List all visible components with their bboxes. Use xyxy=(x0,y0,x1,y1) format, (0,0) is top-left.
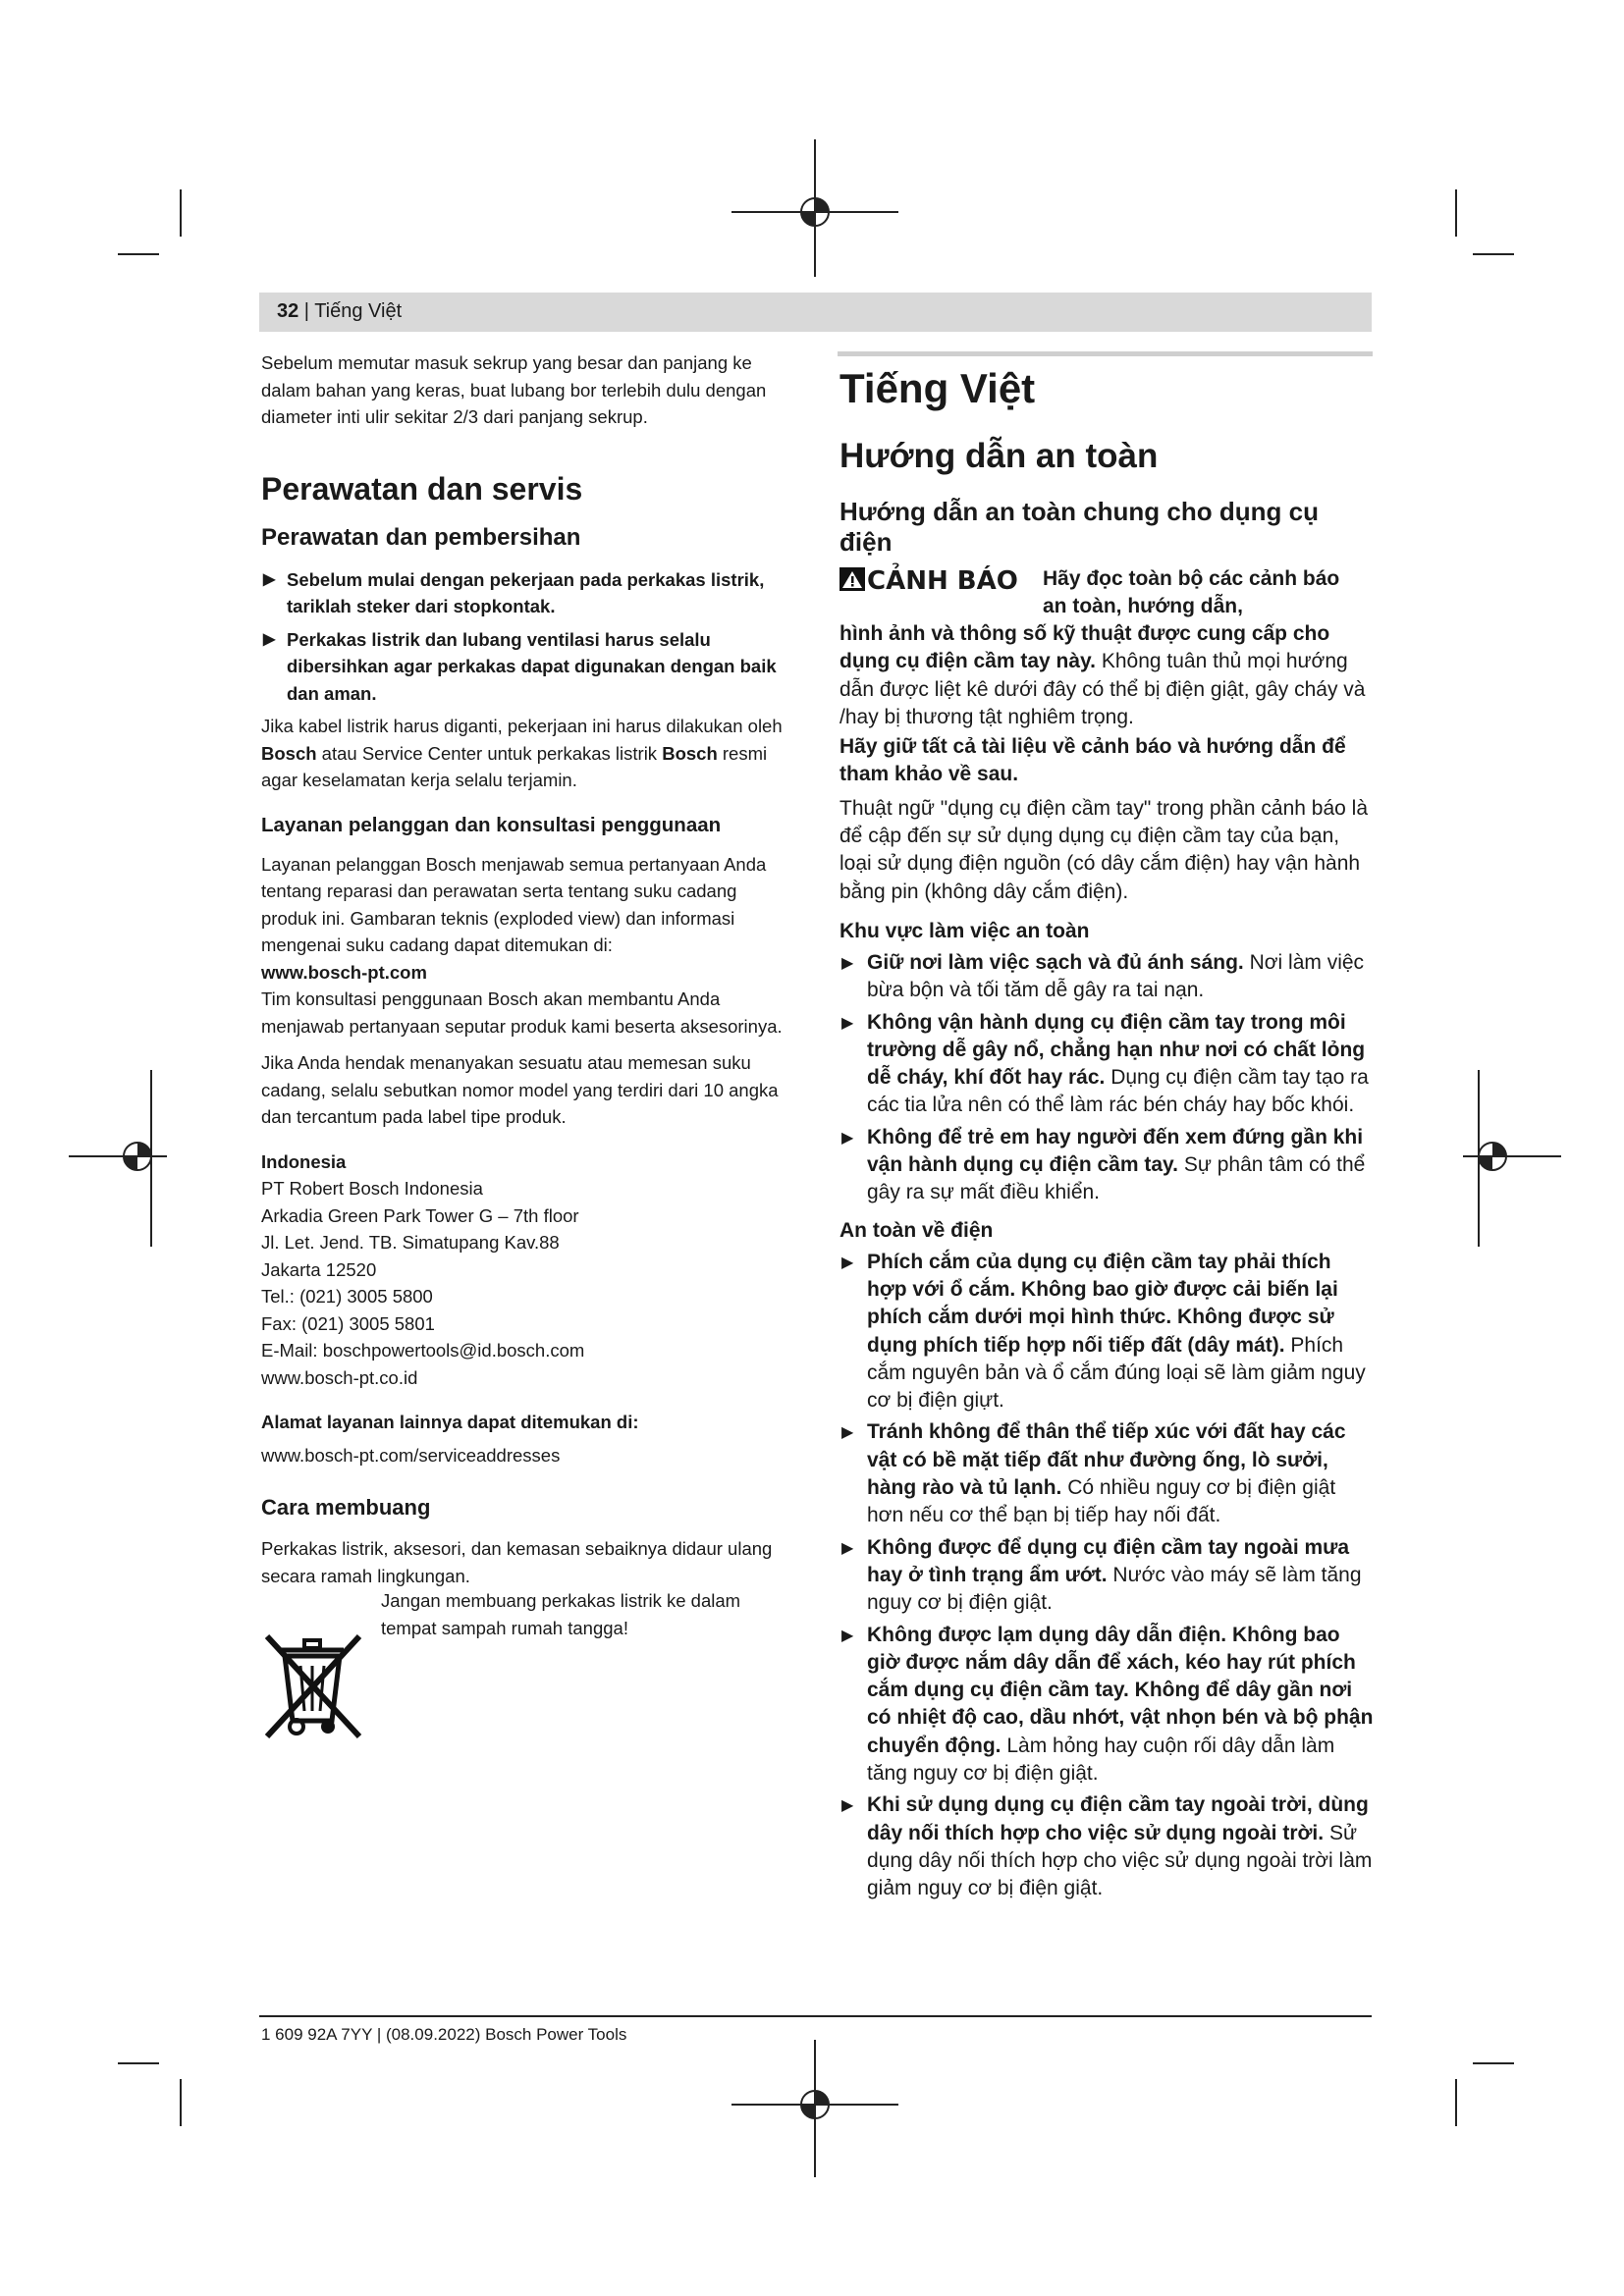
crossed-bin-icon xyxy=(261,1632,365,1740)
bullet-arrow-icon: ▶ xyxy=(841,1424,854,1442)
bullet-arrow-icon: ▶ xyxy=(841,1539,854,1557)
column-top-rule xyxy=(838,351,1373,356)
registration-mark-top-icon xyxy=(731,139,898,277)
fax: Fax: (021) 3005 5801 xyxy=(261,1312,435,1334)
page-header: 32 | Tiếng Việt xyxy=(277,300,403,322)
heading-general-safety: Hướng dẫn an toàn chung cho dụng cụ điện xyxy=(839,497,1319,557)
bullet-arrow-icon: ▶ xyxy=(263,630,276,648)
crop-mark xyxy=(118,2062,159,2064)
cable-paragraph: Jika kabel listrik harus diganti, pekerjaan ini harus dilakukan oleh Bosch atau Service Center untuk perkakas listrik Bosch resmi agar keselamatan kerja selalu terjamin. xyxy=(261,716,783,790)
other-addresses-heading: Alamat layanan lainnya dapat ditemukan di: xyxy=(261,1412,639,1432)
bullet-arrow-icon: ▶ xyxy=(841,1129,854,1147)
order-paragraph: Jika Anda hendak menanyakan sesuatu atau memesan suku cadang, selalu sebutkan nomor model yang terdiri dari 10 angka dan tercantum pada label tipe produk. xyxy=(261,1052,779,1127)
page-header-bar xyxy=(259,293,1372,332)
footer-rule xyxy=(259,2015,1372,2017)
crop-mark xyxy=(1473,253,1514,255)
heading-electrical-safety: An toàn về điện xyxy=(839,1218,994,1242)
page-footer: 1 609 92A 7YY | (08.09.2022) Bosch Power Tools xyxy=(261,2025,627,2044)
bullet-arrow-icon: ▶ xyxy=(841,954,854,972)
telephone: Tel.: (021) 3005 5800 xyxy=(261,1286,433,1307)
country-heading: Indonesia xyxy=(261,1150,347,1172)
list-item: ▶ Perkakas listrik dan lubang ventilasi harus selalu dibersihkan agar perkakas dapat digunakan dengan baik dan aman. xyxy=(261,626,791,708)
warning-triangle-icon xyxy=(839,567,865,591)
address-line: Jakarta 12520 xyxy=(261,1258,377,1280)
consult-paragraph: Tim konsultasi penggunaan Bosch akan membantu Anda menjawab pertanyaan seputar produk kami beserta aksesorinya. xyxy=(261,988,783,1037)
keep-docs-notice: Hãy giữ tất cả tài liệu về cảnh báo và hướng dẫn để tham khảo về sau. xyxy=(839,735,1346,786)
crop-mark xyxy=(1455,2079,1457,2126)
registration-mark-right-icon xyxy=(1463,1070,1561,1247)
registration-mark-bottom-icon xyxy=(731,2040,898,2177)
crop-mark xyxy=(180,189,182,237)
crop-mark xyxy=(1455,189,1457,237)
list-item: ▶ Giữ nơi làm việc sạch và đủ ánh sáng. Nơi làm việc bừa bộn và tối tăm dễ gây ra tai nạn. xyxy=(841,950,1365,1002)
list-item: ▶ Sebelum mulai dengan pekerjaan pada perkakas listrik, tariklah steker dari stopkontak. xyxy=(261,566,791,620)
heading-maintenance: Perawatan dan servis xyxy=(261,470,583,507)
intro-paragraph: Sebelum memutar masuk sekrup yang besar dan panjang ke dalam bahan yang keras, buat lubang bor terlebih dulu dengan diameter inti ulir sekitar 2/3 dari panjang sekrup. xyxy=(261,352,767,427)
bullet-arrow-icon: ▶ xyxy=(841,1014,854,1032)
warning-label: CẢNH BÁO xyxy=(839,567,1018,595)
disposal-note: Jangan membuang perkakas listrik ke dalam tempat sampah rumah tangga! xyxy=(381,1590,741,1638)
list-item: ▶ Phích cắm của dụng cụ điện cầm tay phải thích hợp với ổ cắm. Không bao giờ được cải biến lại phích cắm dưới mọi hình thức. Không được sử dụng phích tiếp hợp nối tiếp đất (dây mát). Phích cắm nguyên bản và ổ cắm đúng loại sẽ làm giảm nguy cơ bị điện giựt. xyxy=(841,1250,1366,1413)
bullet-arrow-icon: ▶ xyxy=(263,570,276,588)
list-item: ▶ Không được để dụng cụ điện cầm tay ngoài mưa hay ở tình trạng ẩm ướt. Nước vào máy sẽ làm tăng nguy cơ bị điện giật. xyxy=(841,1535,1362,1615)
crop-mark xyxy=(1473,2062,1514,2064)
list-item: ▶ Không vận hành dụng cụ điện cầm tay trong môi trường dễ gây nổ, chẳng hạn như nơi có chất lỏng dễ cháy, khí đốt hay rác. Dụng cụ điện cầm tay tạo ra các tia lửa nên có thể làm rác bén cháy hay bốc khói. xyxy=(841,1010,1369,1117)
language-heading: Tiếng Việt xyxy=(839,365,1036,411)
list-item: ▶ Không được lạm dụng dây dẫn điện. Không bao giờ được nắm dây dẫn để xách, kéo hay rút phích cắm dụng cụ điện cầm tay. Không để dây gần nơi có nhiệt độ cao, dầu nhớt, vật nhọn bén và bộ phận chuyển động. Làm hỏng hay cuộn rối dây dẫn làm tăng nguy cơ bị điện giật. xyxy=(841,1623,1374,1785)
heading-service: Layanan pelanggan dan konsultasi penggunaan xyxy=(261,813,722,836)
other-addresses-link[interactable]: www.bosch-pt.com/serviceaddresses xyxy=(261,1444,561,1466)
service-link[interactable]: www.bosch-pt.com xyxy=(261,961,427,983)
left-column xyxy=(261,349,791,1641)
heading-cleaning: Perawatan dan pembersihan xyxy=(261,523,581,551)
email-link[interactable]: E-Mail: boschpowertools@id.bosch.com xyxy=(261,1340,585,1361)
address-line: Arkadia Green Park Tower G – 7th floor xyxy=(261,1204,579,1226)
warning-block xyxy=(839,565,1375,620)
page-number: 32 xyxy=(277,300,299,322)
list-item: ▶ Khi sử dụng dụng cụ điện cầm tay ngoài trời, dùng dây nối thích hợp cho việc sử dụng ngoài trời. Sử dụng dây nối thích hợp cho việc sử dụng ngoài trời làm giảm nguy cơ bị điện giật. xyxy=(841,1793,1373,1900)
crop-mark xyxy=(180,2079,182,2126)
disposal-paragraph: Perkakas listrik, aksesori, dan kemasan sebaiknya didaur ulang secara ramah lingkungan. xyxy=(261,1538,773,1586)
bullet-arrow-icon: ▶ xyxy=(841,1627,854,1644)
warning-text: Hãy đọc toàn bộ các cảnh báo an toàn, hướng dẫn, xyxy=(1043,567,1340,618)
website-link[interactable]: www.bosch-pt.co.id xyxy=(261,1366,418,1388)
address-line: Jl. Let. Jend. TB. Simatupang Kav.88 xyxy=(261,1232,560,1253)
registration-mark-left-icon xyxy=(69,1070,167,1247)
crop-mark xyxy=(118,253,159,255)
right-column xyxy=(839,363,1375,1906)
bullet-arrow-icon: ▶ xyxy=(841,1797,854,1815)
heading-work-area: Khu vực làm việc an toàn xyxy=(839,919,1090,942)
address-line: PT Robert Bosch Indonesia xyxy=(261,1178,483,1199)
list-item: ▶ Không để trẻ em hay người đến xem đứng gần khi vận hành dụng cụ điện cầm tay. Sự phân tâm có thể gây ra sự mất điều khiển. xyxy=(841,1125,1366,1204)
heading-safety: Hướng dẫn an toàn xyxy=(839,437,1159,475)
list-item: ▶ Tránh không để thân thể tiếp xúc với đất hay các vật có bề mặt tiếp đất như đường ống, lò sưởi, hàng rào và tủ lạnh. Có nhiều nguy cơ bị điện giật hơn nếu cơ thể bạn bị tiếp hay nối đất. xyxy=(841,1420,1346,1527)
warning-paragraph: hình ảnh và thông số kỹ thuật được cung cấp cho dụng cụ điện cầm tay này. Không tuân thủ mọi hướng dẫn được liệt kê dưới đây có thể bị điện giật, gây cháy và /hay bị thương tật nghiêm trọng. xyxy=(839,622,1366,728)
service-paragraph: Layanan pelanggan Bosch menjawab semua pertanyaan Anda tentang reparasi dan perawatan serta tentang suku cadang produk ini. Gambaran teknis (exploded view) dan informasi mengenai suku cadang dapat ditemukan di: xyxy=(261,853,767,955)
heading-disposal: Cara membuang xyxy=(261,1495,431,1520)
header-section: Tiếng Việt xyxy=(314,300,403,322)
bullet-arrow-icon: ▶ xyxy=(841,1254,854,1271)
term-paragraph: Thuật ngữ "dụng cụ điện cầm tay" trong phần cảnh báo là để cập đến sự sử dụng dụng cụ điện cầm tay của bạn, loại sử dụng điện nguồn (có dây cắm điện) hay vận hành bằng pin (không dây cắm điện). xyxy=(839,796,1368,903)
